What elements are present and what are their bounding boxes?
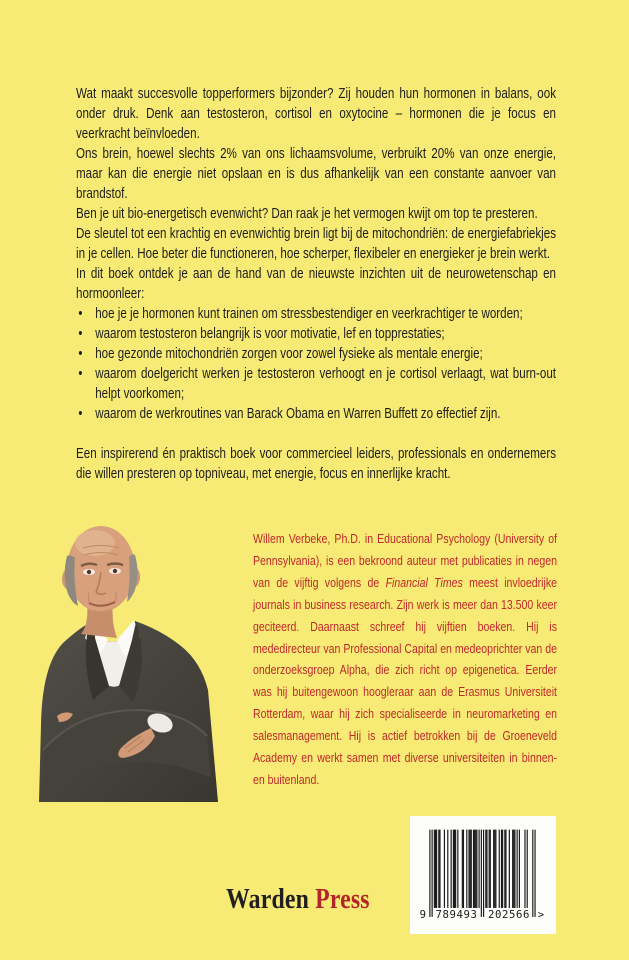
svg-text:789493: 789493	[435, 907, 477, 921]
bio-italic-title: Financial Times	[385, 574, 463, 590]
bullet-marker: •	[78, 406, 83, 422]
barcode	[410, 816, 556, 934]
bullet-text: hoe gezonde mitochondriën zorgen voor zowel fysieke als mentale energie;	[95, 346, 483, 362]
bullet-marker: •	[78, 346, 83, 362]
bullet-text: waarom testosteron belangrijk is voor motivatie, lef en topprestaties;	[95, 326, 445, 342]
blurb-paragraph: De sleutel tot een krachtig en evenwichtig brein ligt bij de mitochondriën: de energiefabriekjes in je cellen. Hoe beter die functioneren, hoe scherper, flexibeler en energieker je brein werkt.	[76, 226, 556, 262]
bullet-item	[76, 404, 556, 424]
bullet-item	[76, 324, 556, 344]
blurb-paragraph: In dit boek ontdek je aan de hand van de nieuwste inzichten uit de neurowetenschap en hormoonleer:	[76, 266, 556, 302]
bio-text: meest invloedrijke journals in business research. Zijn werk is meer dan 13.500 keer geciteerd. Daarnaast schreef hij vijftien boeken. Hij is mededirecteur van Professional Capital en medeoprichter van de onderzoeksgroep Alpha, die zich richt op epigenetica. Eerder was hij buitengewoon hoogleraar aan de Erasmus Universiteit Rotterdam, waar hij zich specialiseerde in neuromarketing en salesmanagement. Hij is actief betrokken bij de Groeneveld Academy en werkt samen met diverse universiteiten in binnen- en buitenland.	[253, 574, 557, 787]
closing-paragraph: Een inspirerend én praktisch boek voor commercieel leiders, professionals en ondernemers die willen presteren op topniveau, met energie, focus en innerlijke kracht.	[76, 446, 556, 482]
publisher-name-press: Press	[315, 884, 370, 915]
svg-text:>: >	[537, 907, 545, 921]
blurb-paragraph: Ons brein, hoewel slechts 2% van ons lichaamsvolume, verbruikt 20% van onze energie, maar kan die energie niet opslaan en is dus afhankelijk van een constante aanvoer van brandstof.	[76, 146, 556, 202]
bullet-marker: •	[78, 326, 83, 342]
bullet-marker: •	[78, 306, 83, 322]
author-bio	[253, 528, 557, 791]
bullet-text: waarom doelgericht werken je testosteron verhoogt en je cortisol verlaagt, wat burn-out helpt voorkomen;	[95, 366, 556, 402]
bullet-marker: •	[78, 366, 83, 382]
bullet-item	[76, 364, 556, 404]
bullet-item	[76, 344, 556, 364]
blurb-paragraph: Wat maakt succesvolle topperformers bijzonder? Zij houden hun hormonen in balans, ook onder druk. Denk aan testosteron, cortisol en oxytocine – hormonen die je focus en veerkracht beïnvloeden.	[76, 86, 556, 142]
blurb-text	[76, 84, 556, 484]
author-photo	[29, 510, 251, 802]
barcode-svg	[417, 825, 549, 926]
publisher-name-warden: Warden	[226, 884, 310, 915]
blurb-paragraph: Ben je uit bio-energetisch evenwicht? Dan raak je het vermogen kwijt om top te presteren.	[76, 206, 538, 222]
svg-text:9: 9	[419, 907, 426, 921]
bullet-list	[76, 304, 556, 424]
bullet-text: hoe je je hormonen kunt trainen om stressbestendiger en veerkrachtiger te worden;	[95, 306, 523, 322]
publisher-logo	[226, 884, 370, 916]
bullet-item	[76, 304, 556, 324]
svg-text:202566: 202566	[488, 907, 530, 921]
bullet-text: waarom de werkroutines van Barack Obama en Warren Buffett zo effectief zijn.	[95, 406, 501, 422]
bio-text: Willem Verbeke, Ph.D. in Educational Psychology (University of Pennsylvania), is een bekroond auteur met publicaties in negen van de vijftig volgens de	[253, 531, 557, 590]
